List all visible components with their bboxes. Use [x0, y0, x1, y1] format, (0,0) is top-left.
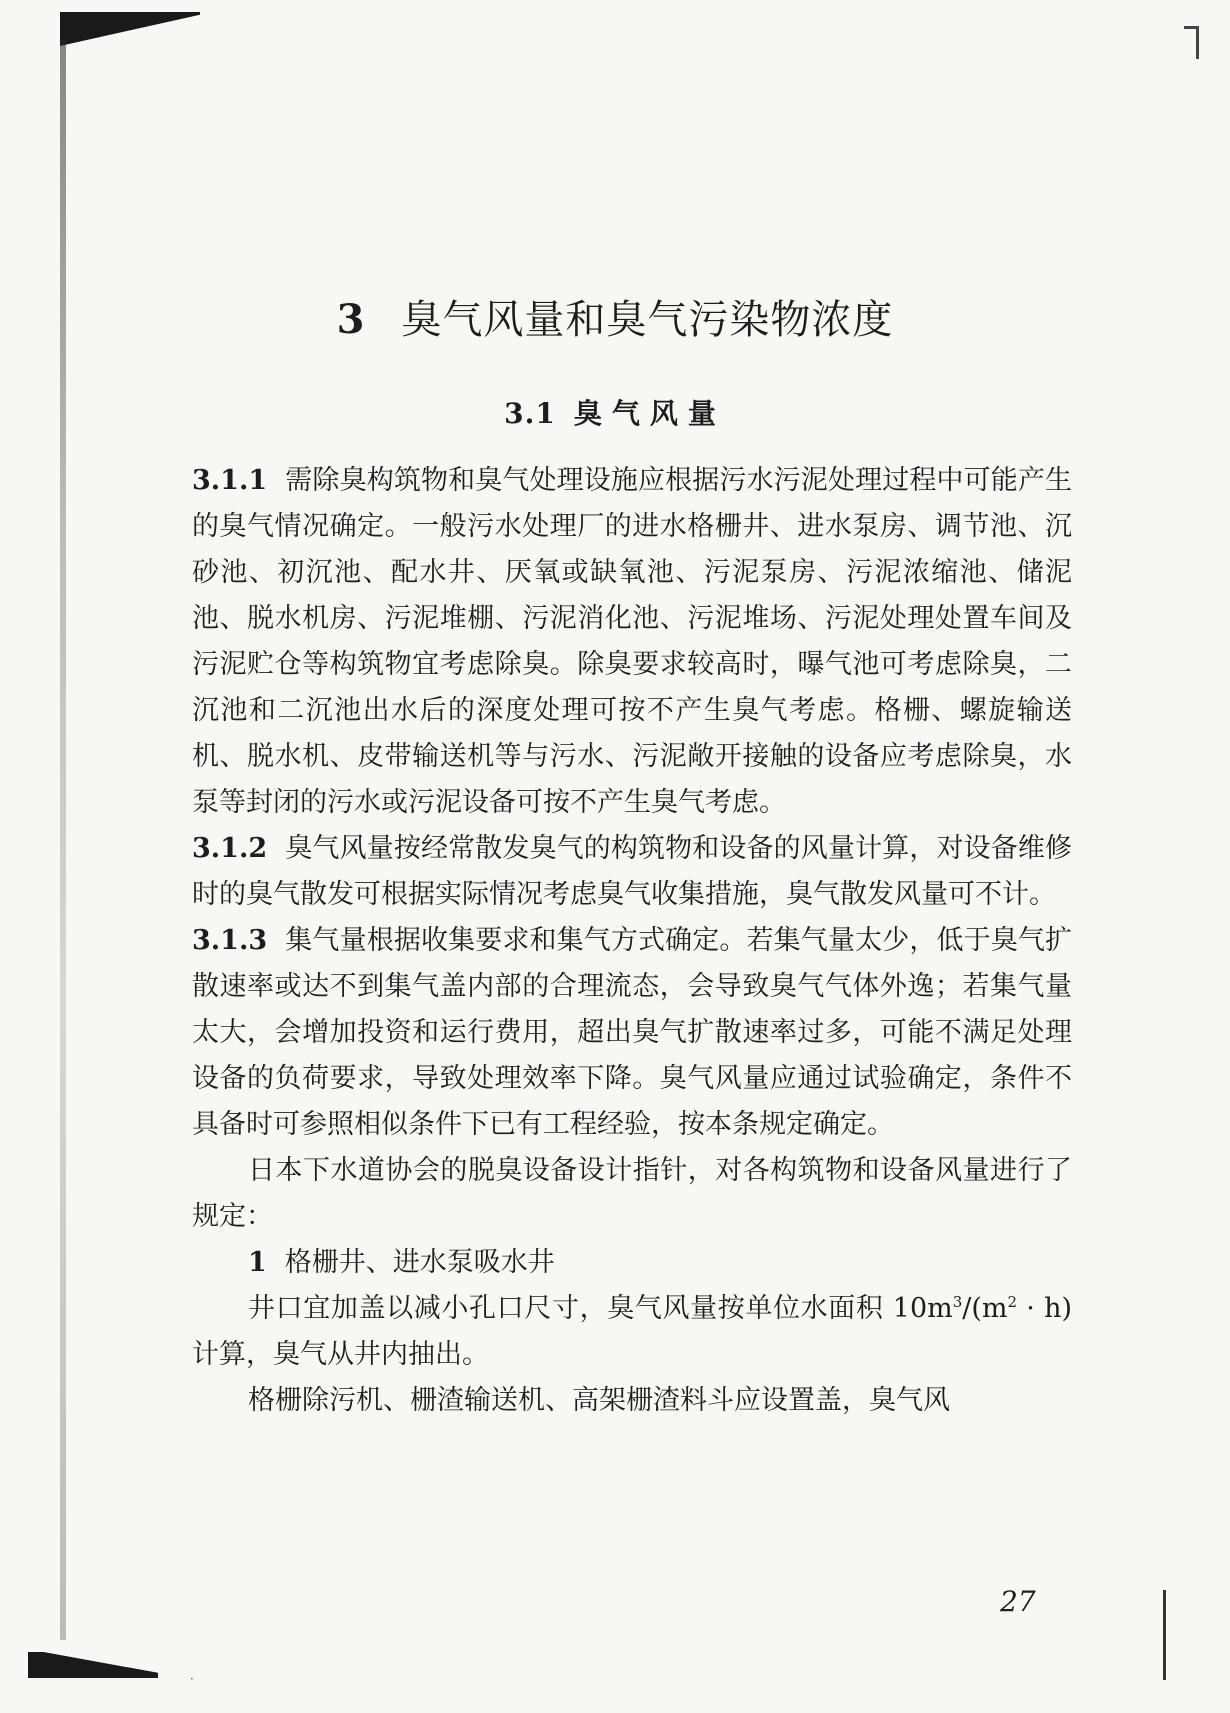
- clause-number: 3.1.2: [192, 833, 268, 864]
- section-number: 3.1: [504, 397, 556, 430]
- superscript: 3: [952, 1293, 963, 1311]
- page-number: 27: [1000, 1585, 1036, 1618]
- item-label: 格栅井、进水泵吸水井: [284, 1247, 555, 1278]
- clause-number: 3.1.1: [192, 465, 268, 496]
- section-title-text: 臭气风量: [573, 397, 726, 430]
- scan-edge-mark-right: [1163, 1590, 1166, 1680]
- scan-corner-mark-top-right: [1184, 26, 1199, 59]
- clause-number: 3.1.3: [192, 925, 268, 956]
- item-1-paragraph-2: 格栅除污机、栅渣输送机、高架栅渣料斗应设置盖，臭气风: [248, 1385, 950, 1416]
- chapter-heading: [0, 288, 1230, 345]
- text-run: /(m: [962, 1293, 1008, 1324]
- intro-paragraph: 日本下水道协会的脱臭设备设计指针，对各构筑物和设备风量进行了规定：: [192, 1155, 1072, 1232]
- scan-edge-shadow-left: [60, 40, 66, 1640]
- item-number: 1: [248, 1247, 267, 1278]
- clause-text: 需除臭构筑物和臭气处理设施应根据污水污泥处理过程中可能产生的臭气情况确定。一般污水处理厂的进水格栅井、进水泵房、调节池、沉砂池、初沉池、配水井、厌氧或缺氧池、污泥泵房、污泥浓缩池、储泥池、脱水机房、污泥堆棚、污泥消化池、污泥堆场、污泥处理处置车间及污泥贮仓等构筑物宜考虑除臭。除臭要求较高时，曝气池可考虑除臭，二沉池和二沉池出水后的深度处理可按不产生臭气考虑。格栅、螺旋输送机、脱水机、皮带输送机等与污水、污泥敞开接触的设备应考虑除臭，水泵等封闭的污水或污泥设备可按不产生臭气考虑。: [192, 465, 1072, 818]
- clause-3-1-2: [192, 826, 1072, 918]
- text-run: · h) 计算，臭气从井内抽出。: [192, 1293, 1072, 1370]
- scan-edge-shadow-bottom-left: [28, 1652, 158, 1678]
- clause-text: 集气量根据收集要求和集气方式确定。若集气量太少，低于臭气扩散速率或达不到集气盖内部的合理流态，会导致臭气气体外逸；若集气量太大，会增加投资和运行费用，超出臭气扩散速率过多，可能不满足处理设备的负荷要求，导致处理效率下降。臭气风量应通过试验确定，条件不具备时可参照相似条件下已有工程经验，按本条规定确定。: [192, 925, 1072, 1140]
- section-heading: [0, 392, 1230, 432]
- item-1-paragraph-1: [192, 1286, 1072, 1378]
- clause-3-1-3: [192, 918, 1072, 1148]
- scan-speck: ·: [190, 1672, 194, 1686]
- clause-text: 臭气风量按经常散发臭气的构筑物和设备的风量计算，对设备维修时的臭气散发可根据实际情况考虑臭气收集措施，臭气散发风量可不计。: [192, 833, 1072, 910]
- chapter-number: 3: [336, 296, 366, 343]
- superscript: 2: [1007, 1293, 1018, 1311]
- chapter-title-text: 臭气风量和臭气污染物浓度: [401, 297, 894, 343]
- scan-edge-shadow-top-left: [60, 12, 200, 46]
- body-text: [192, 458, 1072, 1424]
- clause-3-1-1: [192, 458, 1072, 826]
- item-1-heading: [192, 1240, 1072, 1286]
- text-run: 井口宜加盖以减小孔口尺寸，臭气风量按单位水面积 10m: [248, 1293, 953, 1324]
